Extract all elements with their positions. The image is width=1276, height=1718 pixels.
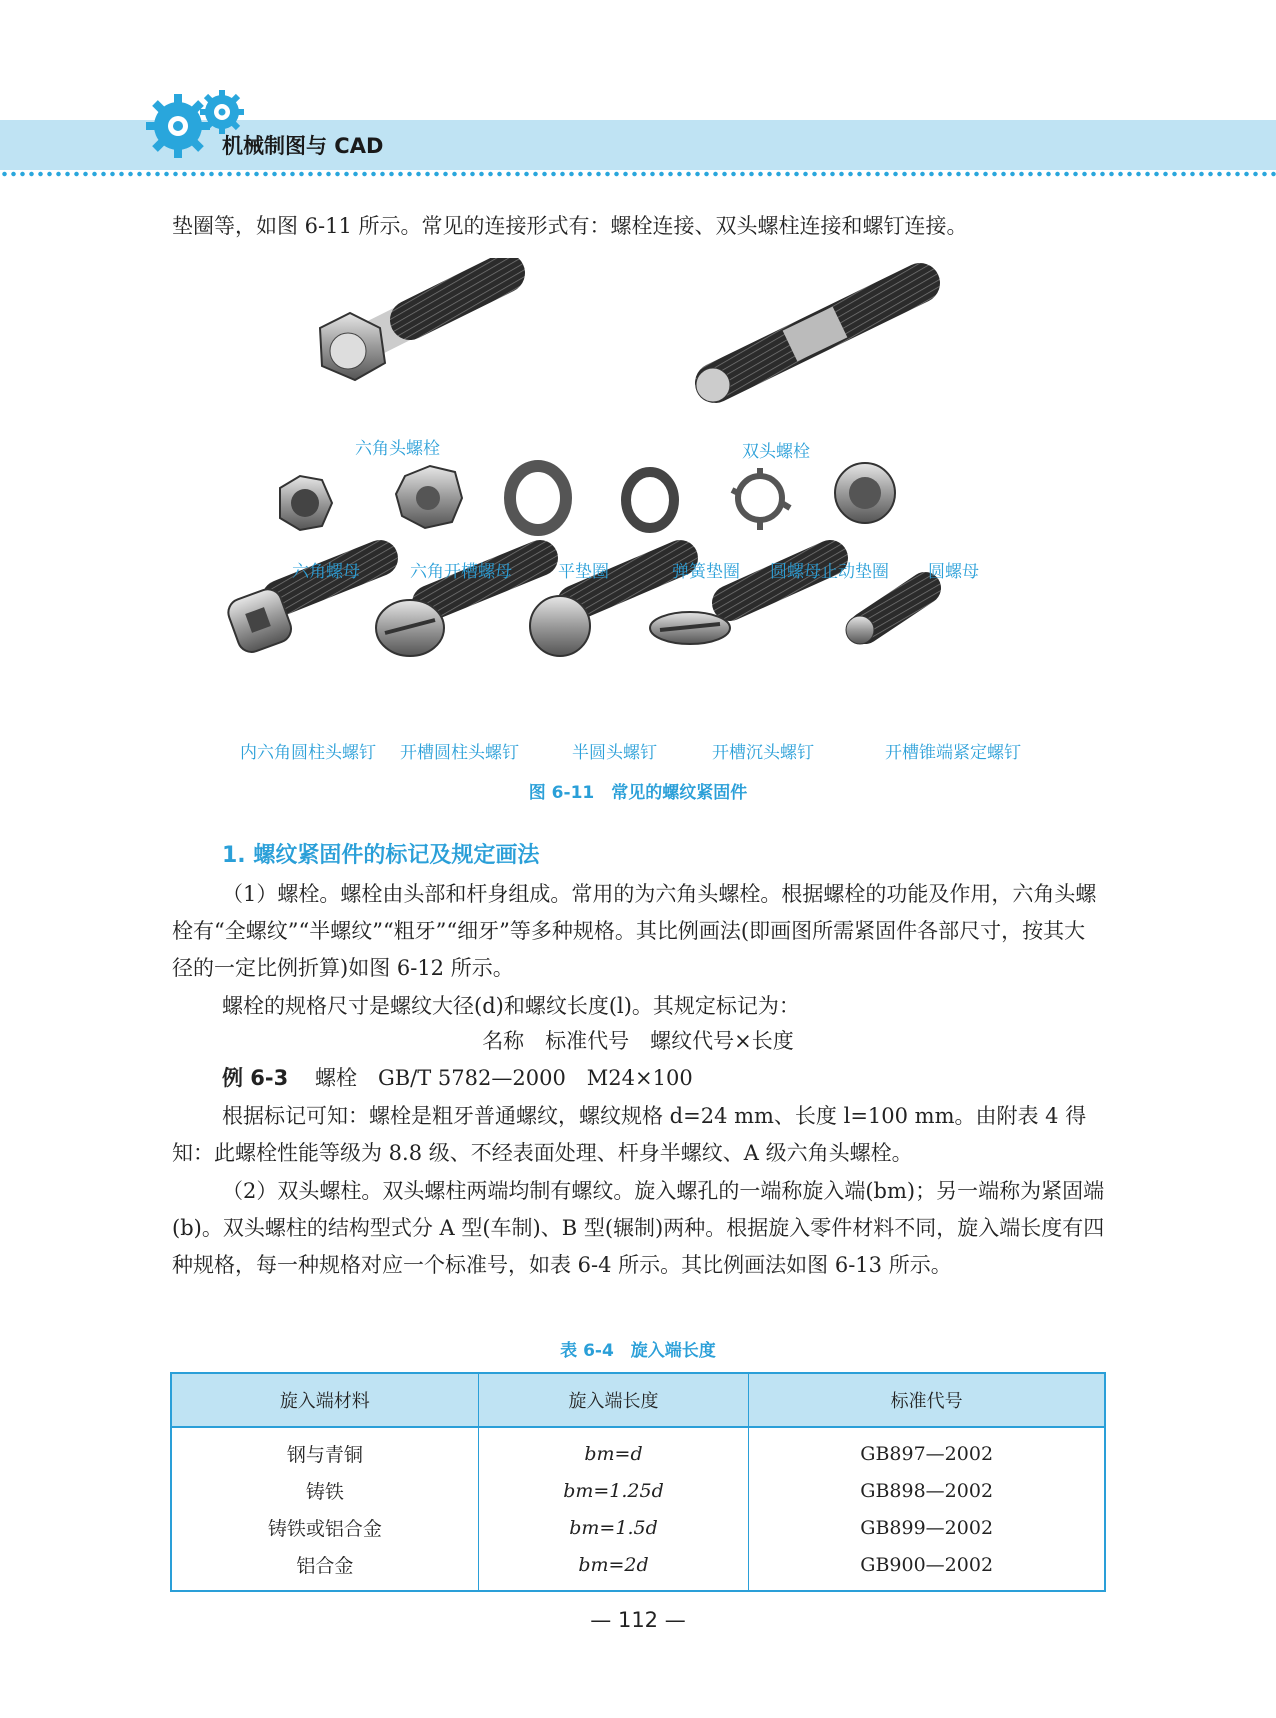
table-cell: bm=1.5d bbox=[478, 1509, 749, 1546]
book-title: 机械制图与 CAD bbox=[222, 134, 384, 158]
table-cell: bm=d bbox=[478, 1427, 749, 1472]
table-header-length: 旋入端长度 bbox=[478, 1373, 749, 1427]
label-stud: 双头螺栓 bbox=[742, 442, 810, 462]
label-countersunk-screw: 开槽沉头螺钉 bbox=[712, 743, 814, 763]
example-text: 螺栓 GB/T 5782—2000 M24×100 bbox=[314, 1066, 693, 1090]
paragraph-stud: （2）双头螺柱。双头螺柱两端均制有螺纹。旋入螺孔的一端称旋入端(bm)；另一端称为紧固端(b)。双头螺柱的结构型式分 A 型(车制)、B 型(辗制)两种。根据旋入零件材料不同，旋入端长度有四种规格，每一种规格对应一个标准号，如表 6-4 所示。其比例画法如图 6-13 所示。 bbox=[172, 1179, 1105, 1277]
table-cell: GB897—2002 bbox=[749, 1427, 1105, 1472]
table-cell: bm=1.25d bbox=[478, 1472, 749, 1509]
table-header-material: 旋入端材料 bbox=[171, 1373, 478, 1427]
label-hex-nut: 六角螺母 bbox=[292, 562, 360, 582]
paragraph-bolt: （1）螺栓。螺栓由头部和杆身组成。常用的为六角头螺栓。根据螺栓的功能及作用，六角头螺栓有“全螺纹”“半螺纹”“粗牙”“细牙”等多种规格。其比例画法(即画图所需紧固件各部尺寸，按其大径的一定比例折算)如图 6-12 所示。 bbox=[172, 882, 1097, 980]
intro-paragraph: 垫圈等，如图 6-11 所示。常见的连接形式有：螺栓连接、双头螺柱连接和螺钉连接。 bbox=[172, 214, 968, 238]
example-label: 例 6-3 bbox=[222, 1066, 289, 1090]
table-title: 表 6-4 旋入端长度 bbox=[560, 1341, 716, 1361]
label-socket-head-screw: 内六角圆柱头螺钉 bbox=[240, 743, 376, 763]
table-cell: 钢与青铜 bbox=[286, 1444, 363, 1466]
table-cell: GB899—2002 bbox=[749, 1509, 1105, 1546]
hex-bolt-drawing bbox=[320, 273, 505, 380]
figure-caption: 图 6-11 常见的螺纹紧固件 bbox=[528, 783, 748, 803]
thread-length-table bbox=[170, 1372, 1106, 1592]
table-cell: GB898—2002 bbox=[749, 1472, 1105, 1509]
label-slotted-cheese-screw: 开槽圆柱头螺钉 bbox=[400, 743, 519, 763]
table-row bbox=[171, 1472, 1105, 1509]
marking-formula: 名称 标准代号 螺纹代号×长度 bbox=[482, 1029, 794, 1053]
table-row bbox=[171, 1546, 1105, 1591]
label-flat-washer: 平垫圈 bbox=[558, 562, 609, 582]
label-tab-washer: 圆螺母止动垫圈 bbox=[770, 562, 889, 582]
stud-drawing bbox=[696, 283, 920, 402]
table-row bbox=[171, 1509, 1105, 1546]
table-row bbox=[171, 1427, 1105, 1472]
nut-row-drawings bbox=[280, 463, 895, 530]
table-cell: bm=2d bbox=[478, 1546, 749, 1591]
table-cell: 铝合金 bbox=[296, 1555, 354, 1577]
label-set-screw: 开槽锥端紧定螺钉 bbox=[885, 743, 1021, 763]
header-dotted-line bbox=[0, 171, 1276, 177]
label-round-nut: 圆螺母 bbox=[928, 562, 979, 582]
label-spring-washer: 弹簧垫圈 bbox=[672, 562, 740, 582]
paragraph-bolt-spec: 螺栓的规格尺寸是螺纹大径(d)和螺纹长度(l)。其规定标记为： bbox=[222, 994, 800, 1018]
fastener-figure bbox=[220, 258, 1080, 758]
label-slotted-nut: 六角开槽螺母 bbox=[410, 562, 512, 582]
label-hex-bolt: 六角头螺栓 bbox=[355, 439, 440, 459]
example-line bbox=[222, 1062, 693, 1092]
section-title: 1. 螺纹紧固件的标记及规定画法 bbox=[222, 843, 540, 868]
paragraph-interpretation: 根据标记可知：螺栓是粗牙普通螺纹，螺纹规格 d=24 mm、长度 l=100 mm。由附表 4 得知：此螺栓性能等级为 8.8 级、不经表面处理、杆身半螺纹、A 级六角头螺栓。 bbox=[172, 1104, 1087, 1165]
page-number: — 112 — bbox=[590, 1608, 686, 1632]
table-cell: 铸铁 bbox=[305, 1481, 344, 1503]
table-header-standard: 标准代号 bbox=[749, 1373, 1105, 1427]
label-round-head-screw: 半圆头螺钉 bbox=[572, 743, 657, 763]
table-cell: 铸铁或铝合金 bbox=[267, 1518, 382, 1540]
table-cell: GB900—2002 bbox=[749, 1546, 1105, 1591]
